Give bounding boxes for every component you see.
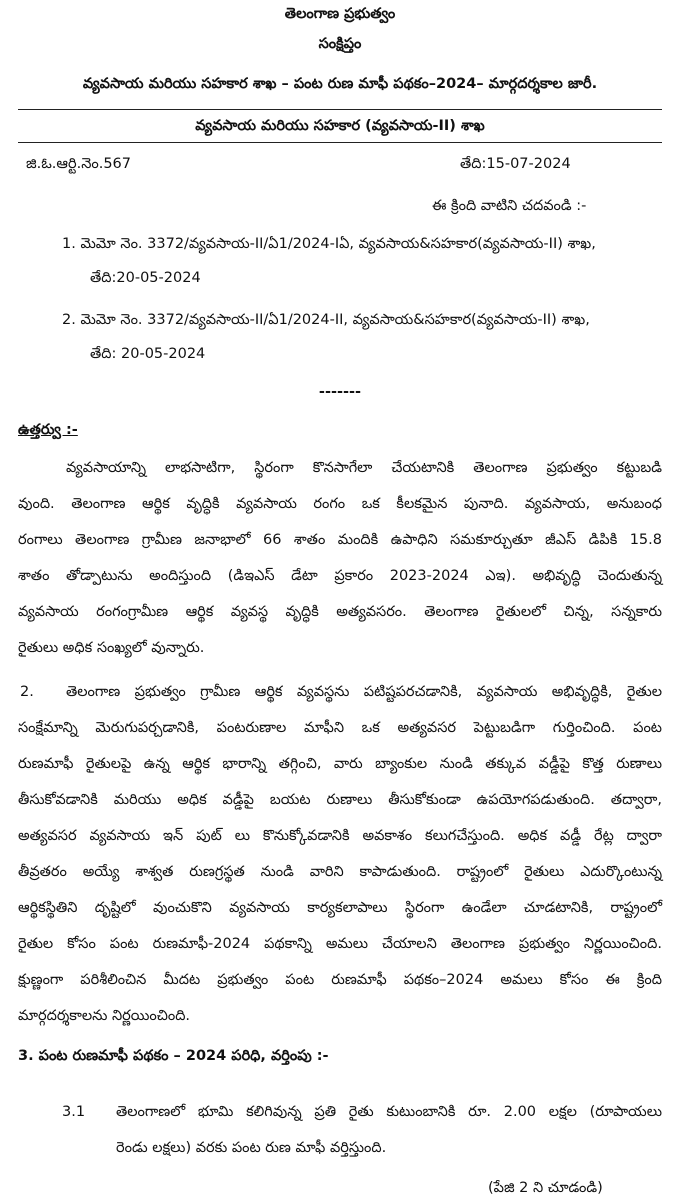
go-date: తేది:15-07-2024: [460, 156, 571, 172]
government-heading: తెలంగాణ ప్రభుత్వం: [284, 6, 396, 22]
separator: -------: [318, 384, 362, 400]
para1-line: వ్యవసాయ రంగంగ్రామీణ ఆర్థిక వ్యవస్థ వృద్ధికి అత్యవసరం. తెలంగాణ రైతులలో చిన్న, సన్నకారు: [18, 604, 662, 620]
para2-line: ఆర్థికస్థితిని దృష్టిలో వుంచుకొని వ్యవసాయ కార్యకలాపాలు స్థిరంగా ఉండేలా చూడటానికి, రాష్ట్రంలో: [18, 900, 662, 916]
reference-1-line1: 1. మెమో నెం. 3372/వ్యవసాయ-II/ఏ1/2024-Iఏ, వ్యవసాయ&సహకార(వ్యవసాయ-II) శాఖ,: [62, 236, 596, 252]
read-label: ఈ క్రింది వాటిని చదవండి :-: [432, 198, 587, 214]
rule-top: [18, 109, 662, 110]
para1-line: రైతులు అధిక సంఖ్యలో వున్నారు.: [18, 640, 205, 656]
para2-line: క్షుణ్ణంగా పరిశీలించిన మీదట ప్రభుత్వం పంట రుణమాఫీ పథకం–2024 అమలు కోసం ఈ క్రింది: [18, 972, 662, 988]
reference-2-line1: 2. మెమో నెం. 3372/వ్యవసాయ-II/ఏ1/2024-II, వ్యవసాయ&సహకార(వ్యవసాయ-II) శాఖ,: [62, 312, 590, 328]
para2-line: రుణమాఫీ రైతులపై ఉన్న ఆర్థిక భారాన్ని తగ్గించి, వారు బ్యాంకుల నుండి తక్కువ వడ్డీపై కొత్త రుణాలు: [18, 756, 662, 772]
subject-line: వ్యవసాయ మరియు సహకార శాఖ – పంట రుణ మాఫీ పథకం–2024– మార్గదర్శకాల జారీ.: [82, 76, 598, 92]
para2-line: అత్యవసర వ్యవసాయ ఇన్ పుట్ లు కొనుక్కోవడానికి అవకాశం కలుగచేస్తుంది. అధిక వడ్డీ రేట్ల ద్వారా: [18, 828, 662, 844]
abstract-label: సంక్షిప్తం: [318, 36, 362, 52]
section-3-heading: 3. పంట రుణమాఫీ పథకం – 2024 పరిధి, వర్తింపు :-: [18, 1048, 329, 1064]
item-3-1-number: 3.1: [62, 1104, 86, 1120]
para2-line: సంక్షేమాన్ని మెరుగుపర్చడానికి, పంటరుణాల మాఫీని ఒక అత్యవసర పెట్టుబడిగా గుర్తించింది. పంట: [18, 720, 662, 736]
para1-line: శాతం తోడ్పాటును అందిస్తుంది (డిఇఎస్ డేటా ప్రకారం 2023-2024 ఎఇ). అభివృద్ధి చెందుతున్న: [18, 568, 662, 584]
reference-1-date: తేది:20-05-2024: [90, 270, 201, 286]
para1-line: వ్యవసాయాన్ని లాభసాటిగా, స్థిరంగా కొనసాగేలా చేయటానికి తెలంగాణ ప్రభుత్వం కట్టుబడి: [66, 460, 662, 476]
para2-line: తెలంగాణ ప్రభుత్వం గ్రామీణ ఆర్థిక వ్యవస్థను పటిష్టపరచడానికి, వ్యవసాయ అభివృద్ధికి, రైతుల: [66, 684, 662, 700]
rule-bottom: [18, 142, 662, 143]
para2-line: తీవ్రతరం అయ్యే శాశ్వత రుణగ్రస్థత నుండి వారిని కాపాడుతుంది. రాష్ట్రంలో రైతులు ఎదుర్కొంటున్న: [18, 864, 662, 880]
department-heading: వ్యవసాయ మరియు సహకార (వ్యవసాయ-II) శాఖ: [195, 118, 485, 134]
go-number: జి.ఓ.ఆర్టి.నెం.567: [26, 156, 132, 172]
para2-line: తీసుకోవడానికి మరియు అధిక వడ్డీపై బయట రుణాలు తీసుకోకుండా ఉపయోగపడుతుంది. తద్వారా,: [18, 792, 662, 808]
page-continuation-note: (పేజి 2 ని చూడండి): [488, 1180, 603, 1196]
para2-number: 2.: [20, 684, 34, 700]
para1-line: వుంది. తెలంగాణ ఆర్థిక వృద్ధికి వ్యవసాయ రంగం ఒక కీలకమైన పునాది. వ్యవసాయ, అనుబంధ: [18, 496, 662, 512]
para1-line: రంగాలు తెలంగాణ గ్రామీణ జనాభాలో 66 శాతం మందికి ఉపాధిని సమకూర్చుతూ జీఎస్ డిపికి 15.8: [18, 532, 662, 548]
para2-line: మార్గదర్శకాలను నిర్ణయించింది.: [18, 1008, 191, 1024]
para2-line: రైతుల కోసం పంట రుణమాఫీ-2024 పథకాన్ని అమలు చేయాలని తెలంగాణ ప్రభుత్వం నిర్ణయించింది.: [18, 936, 662, 952]
item-3-1-line: తెలంగాణలో భూమి కలిగివున్న ప్రతి రైతు కుటుంబానికి రూ. 2.00 లక్షల (రూపాయలు: [116, 1104, 662, 1120]
reference-2-date: తేది: 20-05-2024: [90, 346, 206, 362]
orders-label: ఉత్తర్వు :-: [18, 422, 78, 438]
item-3-1-line: రెండు లక్షలు) వరకు పంట రుణ మాఫీ వర్తిస్తుంది.: [116, 1140, 387, 1156]
